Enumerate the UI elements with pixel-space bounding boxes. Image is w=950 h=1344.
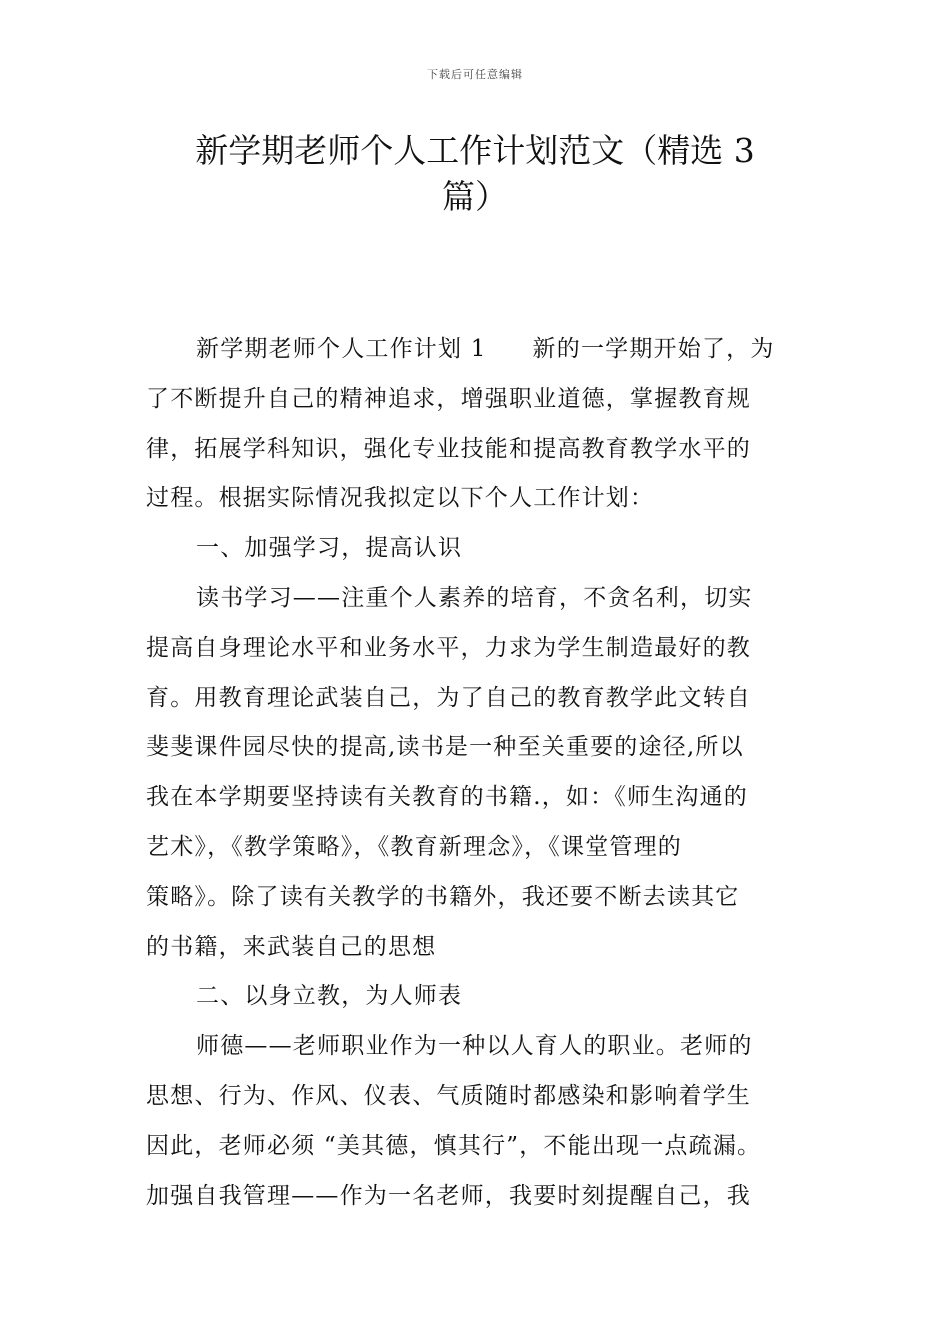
paragraph-line [146, 325, 826, 375]
document-title [140, 128, 810, 220]
paragraph-line: 提高自身理论水平和业务水平，力求为学生制造最好的教 [146, 634, 751, 661]
paragraph-line: 艺术》，《教学策略》，《教育新理念》，《课堂管理的 [146, 833, 682, 860]
title-line-1: 新学期老师个人工作计划范文（精选 3 [195, 131, 755, 170]
paragraph-line: 斐斐课件园尽快的提高,读书是一种至关重要的途径,所以 [146, 734, 744, 761]
paragraph-line: 策略》。除了读有关教学的书籍外，我还要不断去读其它 [146, 883, 740, 910]
document-body [146, 325, 826, 1221]
paragraph-line: 加强自我管理——作为一名老师，我要时刻提醒自己，我 [146, 1182, 751, 1209]
header-note: 下载后可任意编辑 [427, 68, 523, 81]
paragraph-text: 新的一学期开始了，为 [532, 336, 775, 362]
paragraph-line: 我在本学期要坚持读有关教育的书籍.，如：《师生沟通的 [146, 784, 749, 811]
title-line-2: 篇） [442, 177, 508, 216]
paragraph-line: 了不断提升自己的精神追求，增强职业道德，掌握教育规 [146, 385, 751, 412]
paragraph-line: 读书学习——注重个人素养的培育，不贪名利，切实 [196, 584, 753, 611]
paragraph-line: 过程。根据实际情况我拟定以下个人工作计划： [146, 485, 655, 512]
section-heading: 一、加强学习，提高认识 [196, 535, 463, 562]
paragraph-line: 育。用教育理论武装自己，为了自己的教育教学此文转自 [146, 684, 751, 711]
section-heading: 二、以身立教，为人师表 [196, 983, 463, 1010]
paragraph-line: 因此，老师必须 “美其德，慎其行”，不能出现一点疏漏。 [146, 1132, 762, 1159]
paragraph-line: 律，拓展学科知识，强化专业技能和提高教育教学水平的 [146, 435, 751, 462]
paragraph-line: 的书籍，来武装自己的思想 [146, 933, 437, 960]
section-label: 新学期老师个人工作计划 1 [196, 336, 487, 362]
paragraph-line: 思想、行为、作风、仪表、气质随时都感染和影响着学生 [146, 1082, 751, 1109]
paragraph-line: 师德——老师职业作为一种以人育人的职业。老师的 [196, 1033, 753, 1060]
